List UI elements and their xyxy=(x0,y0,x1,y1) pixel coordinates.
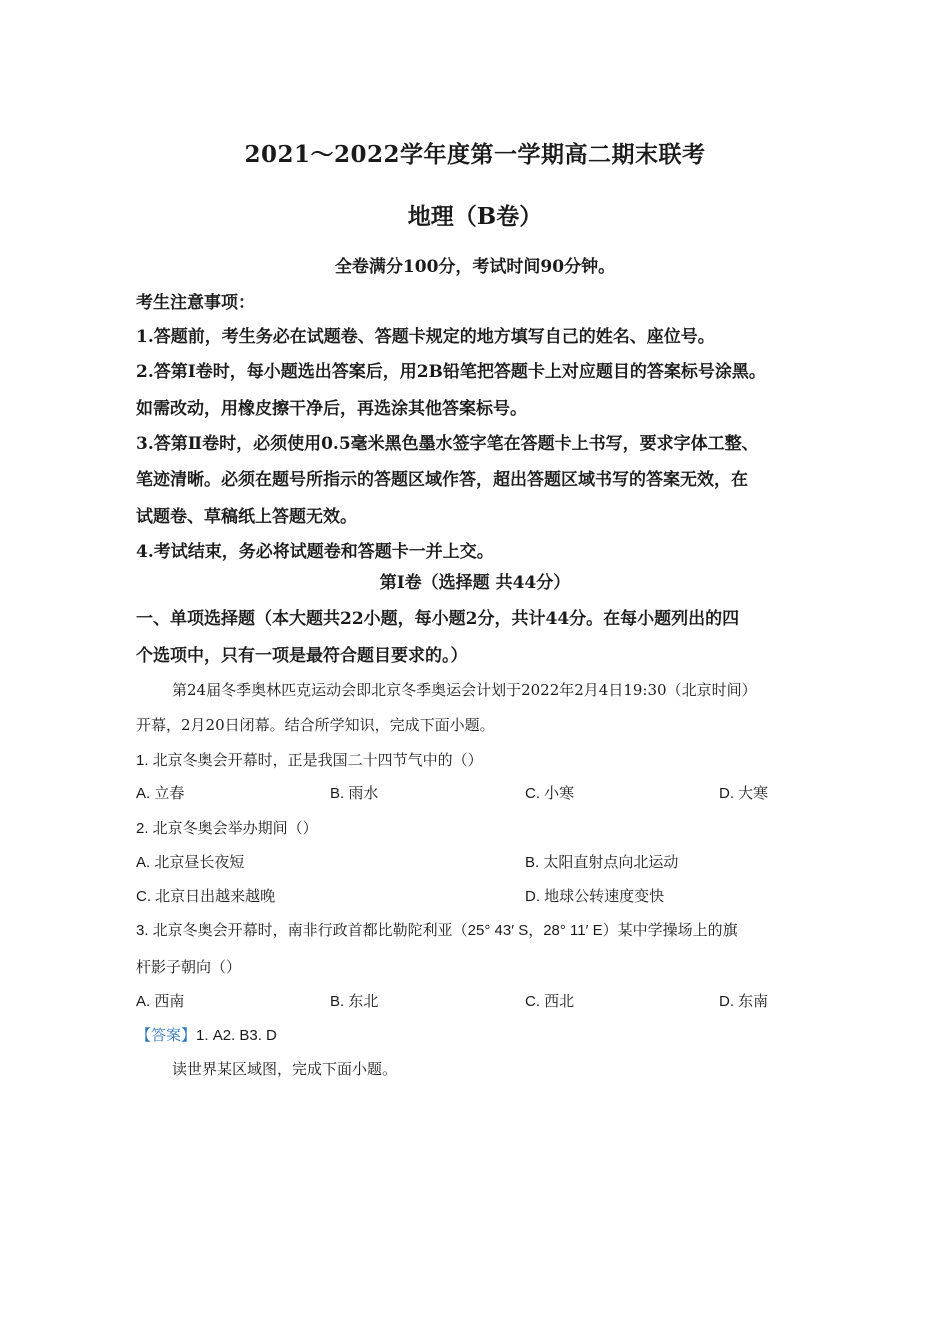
question-3-stem-cont: 杆影子朝向（） xyxy=(136,959,242,976)
notice-line: 笔迹清晰。必须在题号所指示的答题区域作答，超出答题区域书写的答案无效，在 xyxy=(136,470,748,490)
question-2-stem: 2. 北京冬奥会举办期间（） xyxy=(136,820,318,837)
notice-heading: 考生注意事项： xyxy=(136,293,255,313)
score-time-line: 全卷满分100分，考试时间90分钟。 xyxy=(334,257,616,277)
notice-line: 试题卷、草稿纸上答题无效。 xyxy=(136,507,357,527)
question-3-option-d: D. 东南 xyxy=(719,993,769,1010)
passage-line: 开幕，2月20日闭幕。结合所学知识，完成下面小题。 xyxy=(136,716,495,734)
answer-line xyxy=(136,1024,277,1045)
next-prompt: 读世界某区域图，完成下面小题。 xyxy=(172,1060,398,1078)
exam-subtitle: 地理（B卷） xyxy=(407,203,543,230)
section-header: 第Ⅰ卷（选择题 共44分） xyxy=(379,573,571,593)
question-1-option-b: B. 雨水 xyxy=(330,785,379,802)
question-1-stem: 1. 北京冬奥会开幕时，正是我国二十四节气中的（） xyxy=(136,752,483,769)
notice-line: 如需改动，用橡皮擦干净后，再选涂其他答案标号。 xyxy=(136,399,527,419)
question-3-option-a: A. 西南 xyxy=(136,993,185,1010)
passage-line: 第24届冬季奥林匹克运动会即北京冬季奥运会计划于2022年2月4日19:30（北京时间） xyxy=(172,681,757,699)
question-2-option-a: A. 北京昼长夜短 xyxy=(136,854,245,871)
question-1-option-c: C. 小寒 xyxy=(525,785,575,802)
question-2-option-b: B. 太阳直射点向北运动 xyxy=(525,854,679,871)
notice-line: 1.答题前，考生务必在试题卷、答题卡规定的地方填写自己的姓名、座位号。 xyxy=(136,327,715,347)
answer-text: 1. A2. B3. D xyxy=(196,1027,277,1044)
answer-tag: 【答案】 xyxy=(136,1027,197,1044)
section-instruction-line: 一、单项选择题（本大题共22小题，每小题2分，共计44分。在每小题列出的四 xyxy=(136,609,740,629)
exam-title: 2021～2022学年度第一学期高二期末联考 xyxy=(244,141,706,168)
question-3-option-b: B. 东北 xyxy=(330,993,379,1010)
question-3-stem: 3. 北京冬奥会开幕时，南非行政首都比勒陀利亚（25° 43′ S，28° 11′ E）某中学操场上的旗 xyxy=(136,922,738,939)
notice-line: 2.答第Ⅰ卷时，每小题选出答案后，用2B铅笔把答题卡上对应题目的答案标号涂黑。 xyxy=(136,362,766,382)
section-instruction-line: 个选项中，只有一项是最符合题目要求的。） xyxy=(136,646,468,666)
question-2-option-d: D. 地球公转速度变快 xyxy=(525,888,665,905)
notice-line: 4.考试结束，务必将试题卷和答题卡一并上交。 xyxy=(136,542,494,562)
question-2-option-c: C. 北京日出越来越晚 xyxy=(136,888,276,905)
notice-line: 3.答第Ⅱ卷时，必须使用0.5毫米黑色墨水签字笔在答题卡上书写，要求字体工整、 xyxy=(136,434,759,454)
question-1-option-d: D. 大寒 xyxy=(719,785,769,802)
question-3-option-c: C. 西北 xyxy=(525,993,575,1010)
question-1-option-a: A. 立春 xyxy=(136,785,185,802)
